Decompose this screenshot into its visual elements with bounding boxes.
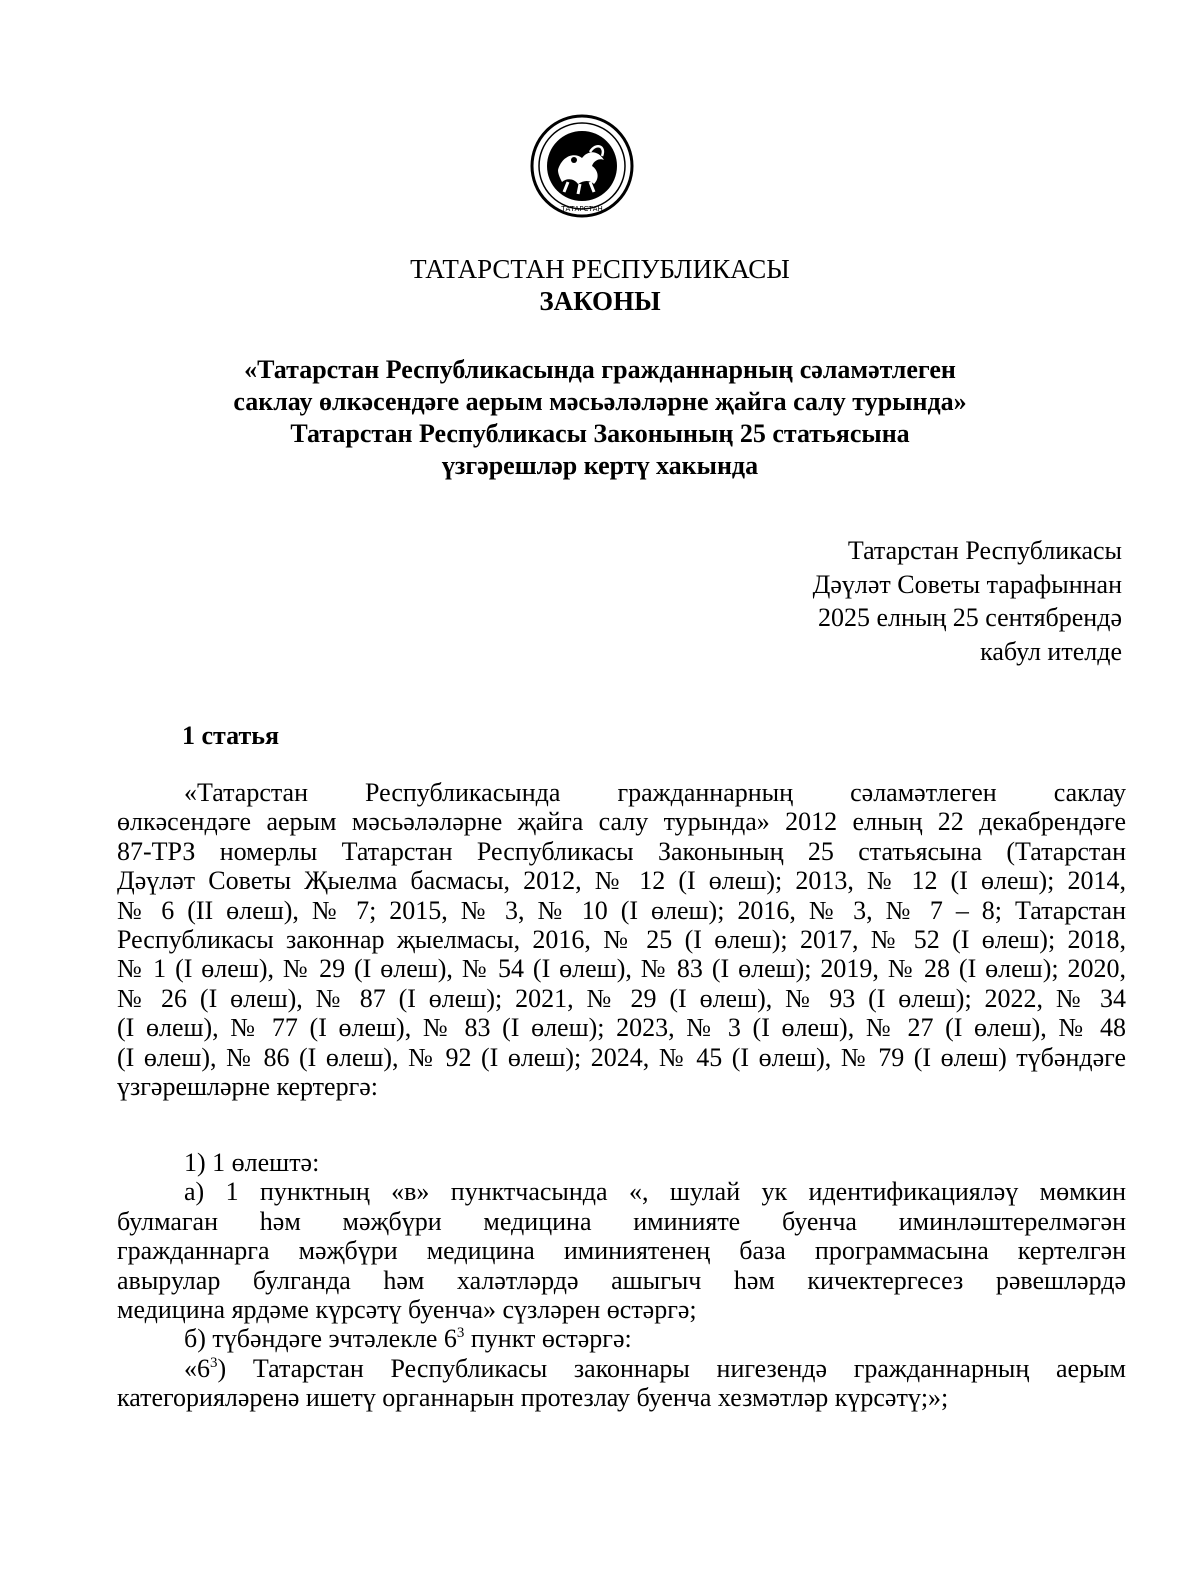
amendments-list [117,1148,1126,1413]
law-title: ЗАКОНЫ [539,286,661,316]
adoption-line: Дәүләт Советы тарафыннан [812,569,1122,599]
quote-text: ) Татарстан Республикасы законнары нигезендә гражданнарның аерым [217,1353,1126,1383]
item-a-line: гражданнарга мәҗбүри медицина иминиятенең база программасына кертелгән [117,1236,1126,1266]
subject-line: «Татарстан Республикасында гражданнарның сәламәтлеген [244,355,956,384]
item-b-text: б) түбәндәге эчтәлекле 6 [184,1324,457,1354]
adoption-note [813,534,1122,668]
subject-line: үзгәрешләр кертү хакында [441,451,759,480]
subject-line: саклау өлкәсендәге аерым мәсьәләләрне җайга салу турында» [233,387,967,416]
item-b-line [117,1324,1126,1353]
article-heading: 1 статья [182,721,280,750]
body-line: Дәүләт Советы Җыелма басмасы, 2012, № 12 (I өлеш); 2013, № 12 (I өлеш); 2014, [117,866,1126,896]
law-subject [0,354,1200,482]
adoption-line: Татарстан Республикасы [847,536,1122,565]
item-b-quote-line [117,1354,1126,1383]
body-line: үзгәрешләрне кертергә: [117,1071,379,1101]
body-line: Республикасы законнар җыелмасы, 2016, № 25 (I өлеш); 2017, № 52 (I өлеш); 2018, [117,924,1126,954]
article-body [117,778,1126,1101]
body-line: № 26 (I өлеш), № 87 (I өлеш); 2021, № 29 (I өлеш), № 93 (I өлеш); 2022, № 34 [117,983,1126,1013]
item-a-line: медицина ярдәме күрсәтү буенча» сүзләрен өстәргә; [117,1294,697,1324]
quote-open: «6 [184,1353,210,1383]
item-a-line: авырулар булганда һәм халәтләрдә ашыгыч һәм кичектергесез рәвешләрдә [117,1265,1126,1295]
item-a-line: булмаган һәм мәҗбүри медицина иминияте буенча иминләштерелмәгән [117,1206,1126,1236]
adoption-line: кабул ителде [980,636,1122,666]
item-b-sup: 3 [456,1325,465,1342]
body-line: № 6 (II өлеш), № 7; 2015, № 3, № 10 (I өлеш); 2016, № 3, № 7 – 8; Татарстан [117,895,1126,925]
subject-line: Татарстан Республикасы Законының 25 статьясына [290,419,910,448]
body-line: № 1 (I өлеш), № 29 (I өлеш), № 54 (I өлеш), № 83 (I өлеш); 2019, № 28 (I өлеш); 2020, [117,954,1126,984]
item-1-title: 1) 1 өлештә: [184,1148,320,1177]
body-line: (I өлеш), № 77 (I өлеш), № 83 (I өлеш); 2023, № 3 (I өлеш), № 27 (I өлеш), № 48 [117,1013,1126,1043]
item-b-quote-line: категорияләренә ишетү органнарын протезлау буенча хезмәтләр күрсәтү;»; [117,1383,949,1413]
item-a-line: а) 1 пунктның «в» пунктчасында «, шулай ук идентификацияләү мөмкин [184,1177,1126,1207]
body-line: өлкәсендәге аерым мәсьәләләрне җайга салу турында» 2012 елның 22 декабрендәге [117,807,1126,837]
emblem-ring-text: ТАТАРСТАН [561,205,603,213]
quote-sup: 3 [210,1354,218,1371]
body-line: «Татарстан Республикасында гражданнарның сәламәтлеген саклау [184,778,1126,807]
body-line: (I өлеш), № 86 (I өлеш), № 92 (I өлеш); 2024, № 45 (I өлеш), № 79 (I өлеш) түбәндәге [117,1042,1126,1072]
body-line: 87-ТРЗ номерлы Татарстан Республикасы Законының 25 статьясына (Татарстан [117,836,1126,866]
adoption-line: 2025 елның 25 сентябрендә [817,603,1122,632]
item-b-text-end: пункт өстәргә: [464,1324,632,1354]
tatarstan-coat-of-arms-icon [528,112,636,224]
republic-title: ТАТАРСТАН РЕСПУБЛИКАСЫ [410,254,790,284]
